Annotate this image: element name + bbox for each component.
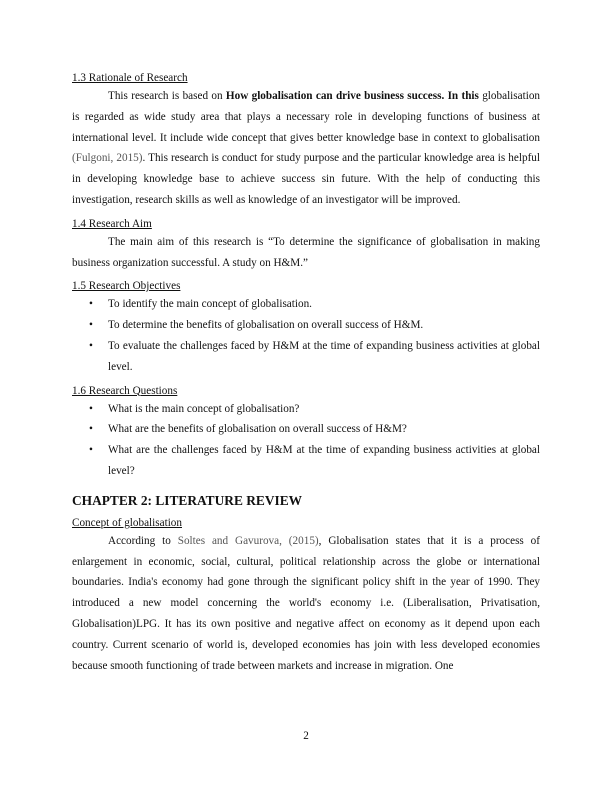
list-item: • What is the main concept of globalisation?	[72, 399, 540, 420]
text: This research is based on	[108, 90, 226, 102]
paragraph-rationale	[72, 86, 540, 211]
section-heading-rationale: 1.3 Rationale of Research	[72, 72, 188, 84]
text: According to	[108, 534, 178, 547]
page-number: 2	[303, 730, 309, 742]
list-item: • What are the challenges faced by H&M at the time of expanding business activities at global level?	[72, 440, 540, 482]
text: , Globalisation states that it is a process of enlargement in economic, social, cultural, political relationship across the globe or international boundaries. India's economy had gone through the significant policy shift in the year of 1990. They introduced a new model concerning the world's economy i.e. (Liberalisation, Privatisation, Globalisation)LPG. It has its own positive and negative affect on economy as it depend upon each country. Current scenario of world is, developed economies has join with less developed economies because smooth functioning of trade between markets and increase in migration. One	[72, 534, 540, 672]
text: globalisation is regarded as wide study area that plays a necessary role in developing functions of business at international level. It include wide concept that gives better knowledge base in context to globalisation	[72, 90, 541, 144]
objectives-list	[72, 294, 540, 377]
citation: (Fulgoni, 2015)	[72, 152, 143, 165]
section-heading-aim: 1.4 Research Aim	[72, 217, 152, 230]
list-item: • To evaluate the challenges faced by H&M at the time of expanding business activities at global level.	[72, 336, 540, 378]
citation: Soltes and Gavurova, (2015)	[177, 534, 319, 547]
section-heading-questions: 1.6 Research Questions	[72, 384, 178, 397]
paragraph-concept	[72, 531, 540, 677]
document-page	[72, 70, 540, 676]
chapter-title: CHAPTER 2: LITERATURE REVIEW	[72, 492, 303, 508]
list-item: • To identify the main concept of globalisation.	[72, 294, 540, 315]
bold-text: How globalisation can drive business success. In this	[225, 90, 479, 102]
section-heading-objectives: 1.5 Research Objectives	[72, 280, 181, 293]
paragraph-aim: The main aim of this research is “To determine the significance of globalisation in making business organization successful. A study on H&M.”	[72, 235, 540, 269]
subheading-concept: Concept of globalisation	[72, 516, 182, 529]
list-item: • What are the benefits of globalisation on overall success of H&M?	[72, 419, 540, 440]
questions-list	[72, 399, 540, 482]
list-item: • To determine the benefits of globalisation on overall success of H&M.	[72, 315, 540, 336]
text: . This research is conduct for study purpose and the particular knowledge area is helpful in developing knowledge base to achieve success sin future. With the help of conducting this investigation, research skills as well as knowledge of an investigator will be improved.	[72, 152, 540, 206]
